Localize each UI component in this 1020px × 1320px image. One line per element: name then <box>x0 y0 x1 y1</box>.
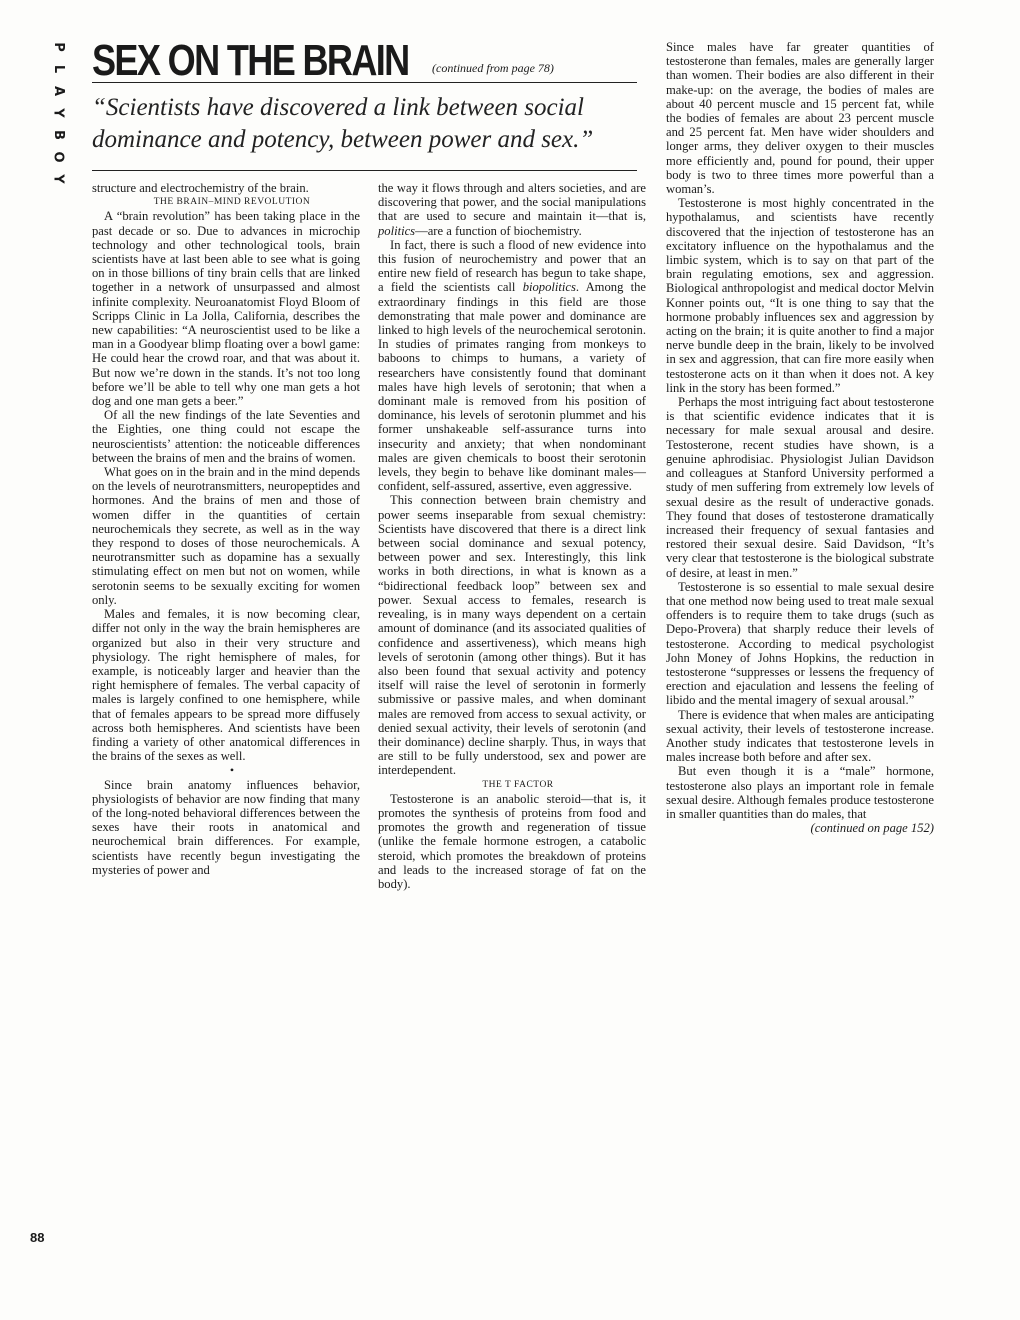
logo-letter: A <box>51 85 66 97</box>
paragraph: Of all the new findings of the late Seventies and the Eighties, one thing could not escape the neuroscientists’ attention: the noticeable differences between the brains of men and the brains of women. <box>92 408 360 465</box>
magazine-logo-vertical <box>48 40 68 186</box>
column-3 <box>666 40 934 835</box>
article-header <box>92 36 637 83</box>
pull-quote-rule <box>92 170 637 171</box>
logo-letter: P <box>51 42 66 52</box>
paragraph: But even though it is a “male” hormone, testosterone also plays an important role in female sexual desire. Although females produce testosterone in smaller quantities than do males, that <box>666 764 934 821</box>
paragraph: Testosterone is most highly concentrated in the hypothalamus, and scientists have recently discovered that the injection of testosterone has an excitatory influence on the hypothalamus and the limbic system, which is to say on that part of the brain regulating emotions, sex and aggression. Biological anthropologist and medical doctor Melvin Konner points out, “It is one thing to say that the hormone probably influences sex and aggression by acting on the brain; it is quite another to find a major nerve bundle deep in the brain, likely to be involved in sex and aggression, that can fire more easily when testosterone acts on it than when it does not. A key link in the story has been formed.” <box>666 196 934 395</box>
article-title: SEX ON THE BRAIN <box>92 36 409 85</box>
column-2 <box>378 181 646 891</box>
paragraph: In fact, there is such a flood of new evidence into this fusion of neurochemistry and power that an entire new field of research has begun to take shape, a field the scientists call biopolitics. Among the extraordinary findings in this field are those demonstrating that male power and dominance are linked to high levels of the neurochemical serotonin. In studies of primates ranging from monkeys to baboons to chimps to humans, a variety of researchers have consistently found that dominant males have high levels of serotonin; that when a dominant male is removed from his position of dominance, his levels of serotonin plummet and his former unshakeable self-assurance turns into insecurity and anxiety; that when nondominant males are given chemicals to boost their serotonin levels, they begin to behave like dominant males—confident, self-assured, assertive, even aggressive. <box>378 237 647 494</box>
paragraph: This connection between brain chemistry and power seems inseparable from sexual chemistry: Scientists have discovered that there is a direct link between social dominance and sexual potency, between power and sex. Interestingly, this link works in both directions, in what is known as a “bidirectional feedback loop” between sex and power. Sexual access to females, research is revealing, is in many ways dependent on a certain amount of dominance (and its associated qualities of confidence and assertiveness), which means high levels of serotonin (among other things). But it has also been found that sexual activity and potency itself will raise the level of serotonin in formerly submissive or passive males, and when dominant males are removed from access to sexual activity, or denied sexual activity, their levels of serotonin (and their dominance) decline sharply. Thus, in ways that are still to be fully understood, sex and power are interdependent. <box>378 493 646 778</box>
logo-letter: Y <box>50 174 66 184</box>
column-1 <box>92 181 360 877</box>
logo-letter: O <box>51 151 66 163</box>
paragraph: A “brain revolution” has been taking place in the past decade or so. Due to advances in microchip technology and other technological tools, brain scientists have at last been able to see what is going on in those billions of tiny brain cells that are linked together in a network of unsurpassed and almost infinite complexity. Neuroanatomist Floyd Bloom of Scripps Clinic in La Jolla, California, describes the new capabilities: “A neuroscientist used to be like a man in a Goodyear blimp floating over a bowl game: He could hear the crowd roar, and that was about it. But now we’re down in the stands. It’s not too long before we’ll be able to tell why one man gets a hot dog and one man gets a beer.” <box>92 209 360 409</box>
pull-quote: “Scientists have discovered a link between social dominance and potency, between power and sex.” <box>92 94 594 153</box>
paragraph: Perhaps the most intriguing fact about testosterone is that scientific evidence indicates that it is necessary for male sexual arousal and desire. Testosterone, recent studies have shown, is a genuine aphrodisiac. Physiologist Julian Davidson and colleagues at Stanford University performed a study of men suffering from extremely low levels of sexual desire as the result of underactive gonads. They found that doses of testosterone dramatically increased their frequency of sexual fantasies and restored their sexual desire. Said Davidson, “It’s very clear that testosterone is the biological substrate of desire, at least in men.” <box>666 395 934 580</box>
section-bullet: • <box>229 763 235 778</box>
paragraph: structure and electrochemistry of the brain. <box>92 181 309 195</box>
logo-letter: B <box>50 130 66 140</box>
page-number: 88 <box>30 1230 45 1245</box>
paragraph: What goes on in the brain and in the mind depends on the levels of neurotransmitters, neuropeptides and hormones. And the brains of men and those of women differ in the quantities of certain neurochemicals they secrete, as well as in the way they respond to doses of those neurochemicals. A neurotransmitter such as dopamine has a sexually stimulating effect on men but not on women, while serotonin seems to be sexually exciting for women only. <box>92 465 361 607</box>
logo-letter: L <box>50 64 66 74</box>
paragraph: Males and females, it is now becoming clear, differ not only in the way the brain hemispheres are organized but also in their very structure and physiology. The right hemisphere of males, for example, is noticeably larger and heavier than the right hemisphere of females. The verbal capacity of males is largely confined to one hemisphere, while that of females appears to be spread more diffusely across both hemispheres. And scientists have been finding a variety of other anatomical differences in the brains of the sexes as well. <box>92 607 360 764</box>
continued-on-note: (continued on page 152) <box>810 821 934 836</box>
paragraph: There is evidence that when males are anticipating sexual activity, their levels of testosterone increase. Another study indicates that testosterone levels in males increase both before and after sex. <box>666 707 934 765</box>
section-subhead: THE T FACTOR <box>482 779 554 790</box>
logo-letter: Y <box>50 108 66 118</box>
paragraph: Testosterone is an anabolic steroid—that is, it promotes the synthesis of proteins from food and promotes the growth and regeneration of tissue (unlike the female hormone estrogen, a catabolic steroid, which promotes the breakdown of proteins and leads to the increased storage of fat on the body). <box>378 791 646 891</box>
continued-from-note: (continued from page 78) <box>432 61 554 75</box>
section-subhead: THE BRAIN–MIND REVOLUTION <box>153 197 311 208</box>
paragraph: the way it flows through and alters societies, and are discovering that power, and the social manipulations that are used to secure and maintain it—that is, politics—are a function of biochemistry. <box>378 181 646 238</box>
paragraph: Testosterone is so essential to male sexual desire that one method now being used to treat male sexual offenders is to require them to take drugs (such as Depo-Provera) that sharply reduce their levels of testosterone. According to medical psychologist John Money of Johns Hopkins, the reduction in testosterone “suppresses or lessens the frequency of erection and ejaculation and lessens the feeling of libido and the mental imagery of sexual arousal.” <box>666 579 934 708</box>
paragraph: Since brain anatomy influences behavior, physiologists of behavior are now finding that many of the long-noted behavioral differences between the sexes have their roots in anatomical and neurochemical brain differences. For example, scientists have recently begun investigating the mysteries of power and <box>92 777 360 877</box>
paragraph: Since males have far greater quantities of testosterone than females, males are generally larger than women. Their bodies are also different in their make-up: on the average, the bodies of males are about 40 percent muscle and 15 percent fat, while the bodies of females are about 23 percent muscle and 25 percent fat. Men have wider shoulders and longer arms, they deliver oxygen to their muscles more efficiently and, pound for pound, their upper body is two to three times more powerful than a woman’s. <box>666 40 934 197</box>
